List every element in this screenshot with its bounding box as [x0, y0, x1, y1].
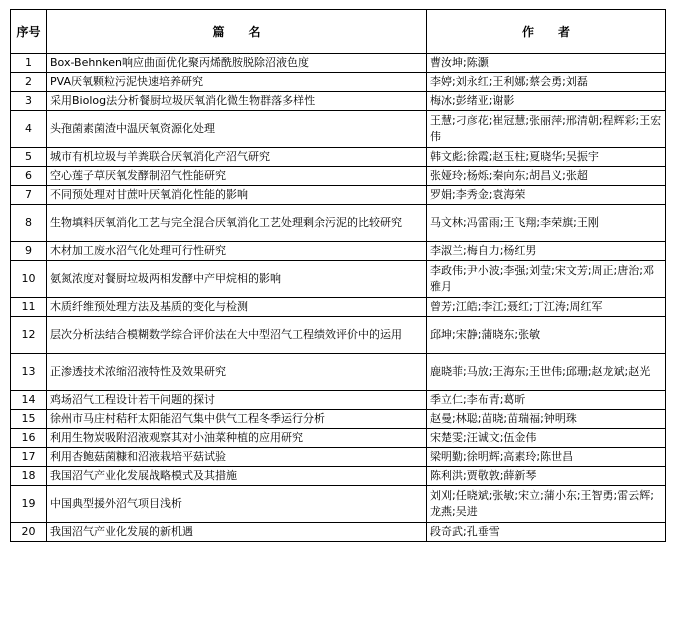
article-title: 木质纤维预处理方法及基质的变化与检测 — [47, 298, 427, 317]
table-row — [11, 354, 666, 391]
row-number: 12 — [11, 317, 47, 354]
header-row — [11, 10, 666, 54]
table-row — [11, 73, 666, 92]
article-authors: 梁明勤;徐明辉;高素玲;陈世昌 — [427, 448, 666, 467]
article-authors: 曹汝坤;陈灏 — [427, 54, 666, 73]
article-title: 鸡场沼气工程设计若干问题的探讨 — [47, 391, 427, 410]
table-row — [11, 429, 666, 448]
article-authors: 季立仁;李布青;葛昕 — [427, 391, 666, 410]
article-authors: 宋楚雯;汪诚文;伍金伟 — [427, 429, 666, 448]
table-row — [11, 242, 666, 261]
article-authors: 梅冰;彭绪亚;谢影 — [427, 92, 666, 111]
header-title: 篇 名 — [47, 10, 427, 54]
table-row — [11, 54, 666, 73]
row-number: 1 — [11, 54, 47, 73]
article-title: 头孢菌素菌渣中温厌氧资源化处理 — [47, 111, 427, 148]
article-authors: 刘刈;任晓斌;张敏;宋立;蒲小东;王智勇;雷云辉;龙燕;吴进 — [427, 486, 666, 523]
table-row — [11, 205, 666, 242]
article-authors: 李淑兰;梅自力;杨红男 — [427, 242, 666, 261]
article-table-wrapper — [10, 9, 666, 542]
table-row — [11, 148, 666, 167]
row-number: 18 — [11, 467, 47, 486]
article-title: 徐州市马庄村秸秆太阳能沼气集中供气工程冬季运行分析 — [47, 410, 427, 429]
row-number: 20 — [11, 523, 47, 542]
article-authors: 李政伟;尹小波;李强;刘莹;宋文芳;周正;唐治;邓雅月 — [427, 261, 666, 298]
article-title: 不同预处理对甘蔗叶厌氧消化性能的影响 — [47, 186, 427, 205]
article-title: 生物填料厌氧消化工艺与完全混合厌氧消化工艺处理剩余污泥的比较研究 — [47, 205, 427, 242]
article-title: 氨氮浓度对餐厨垃圾两相发酵中产甲烷相的影响 — [47, 261, 427, 298]
table-row — [11, 298, 666, 317]
row-number: 3 — [11, 92, 47, 111]
article-title: 木材加工废水沼气化处理可行性研究 — [47, 242, 427, 261]
article-title: 采用Biolog法分析餐厨垃圾厌氧消化微生物群落多样性 — [47, 92, 427, 111]
row-number: 8 — [11, 205, 47, 242]
article-authors: 张娅玲;杨烁;秦向东;胡昌义;张超 — [427, 167, 666, 186]
article-title: 利用杏鲍菇菌糠和沼液栽培平菇试验 — [47, 448, 427, 467]
table-row — [11, 391, 666, 410]
row-number: 6 — [11, 167, 47, 186]
row-number: 9 — [11, 242, 47, 261]
row-number: 19 — [11, 486, 47, 523]
article-authors: 罗娟;李秀金;袁海荣 — [427, 186, 666, 205]
article-authors: 马文林;冯雷雨;王飞翔;李荣旗;王刚 — [427, 205, 666, 242]
table-row — [11, 261, 666, 298]
table-row — [11, 167, 666, 186]
row-number: 11 — [11, 298, 47, 317]
row-number: 13 — [11, 354, 47, 391]
table-row — [11, 486, 666, 523]
article-title: 我国沼气产业化发展战略模式及其措施 — [47, 467, 427, 486]
table-row — [11, 467, 666, 486]
article-title: 正渗透技术浓缩沼液特性及效果研究 — [47, 354, 427, 391]
article-title: 利用生物炭吸附沼液观察其对小油菜种植的应用研究 — [47, 429, 427, 448]
article-title: 城市有机垃圾与羊粪联合厌氧消化产沼气研究 — [47, 148, 427, 167]
table-row — [11, 111, 666, 148]
article-title: Box-Behnken响应曲面优化聚丙烯酰胺脱除沼液色度 — [47, 54, 427, 73]
article-title: PVA厌氧颗粒污泥快速培养研究 — [47, 73, 427, 92]
article-authors: 李婷;刘永红;王利娜;蔡会勇;刘磊 — [427, 73, 666, 92]
article-title: 中国典型援外沼气项目浅析 — [47, 486, 427, 523]
row-number: 5 — [11, 148, 47, 167]
row-number: 15 — [11, 410, 47, 429]
row-number: 7 — [11, 186, 47, 205]
article-authors: 曾芳;江皓;李江;聂红;丁江涛;周红军 — [427, 298, 666, 317]
article-authors: 段奇武;孔垂雪 — [427, 523, 666, 542]
article-table — [10, 9, 666, 542]
table-row — [11, 186, 666, 205]
row-number: 14 — [11, 391, 47, 410]
row-number: 2 — [11, 73, 47, 92]
article-authors: 邱坤;宋静;蒲晓东;张敏 — [427, 317, 666, 354]
article-authors: 鹿晓菲;马放;王海东;王世伟;邱珊;赵龙斌;赵光 — [427, 354, 666, 391]
table-row — [11, 92, 666, 111]
article-title: 空心莲子草厌氧发酵制沼气性能研究 — [47, 167, 427, 186]
table-row — [11, 448, 666, 467]
row-number: 16 — [11, 429, 47, 448]
article-authors: 陈利洪;贾敬敦;薛新琴 — [427, 467, 666, 486]
table-row — [11, 410, 666, 429]
header-seq: 序号 — [11, 10, 47, 54]
row-number: 17 — [11, 448, 47, 467]
table-row — [11, 317, 666, 354]
header-author: 作 者 — [427, 10, 666, 54]
article-title: 我国沼气产业化发展的新机遇 — [47, 523, 427, 542]
row-number: 4 — [11, 111, 47, 148]
article-authors: 王慧;刁彦花;崔冠慧;张丽萍;邢清朝;程辉彩;王宏伟 — [427, 111, 666, 148]
table-row — [11, 523, 666, 542]
article-authors: 韩文彪;徐霞;赵玉柱;夏晓华;吴振宇 — [427, 148, 666, 167]
row-number: 10 — [11, 261, 47, 298]
article-table-body — [11, 54, 666, 542]
article-title: 层次分析法结合模糊数学综合评价法在大中型沼气工程绩效评价中的运用 — [47, 317, 427, 354]
article-authors: 赵曼;林聪;苗晓;苗瑞福;钟明珠 — [427, 410, 666, 429]
